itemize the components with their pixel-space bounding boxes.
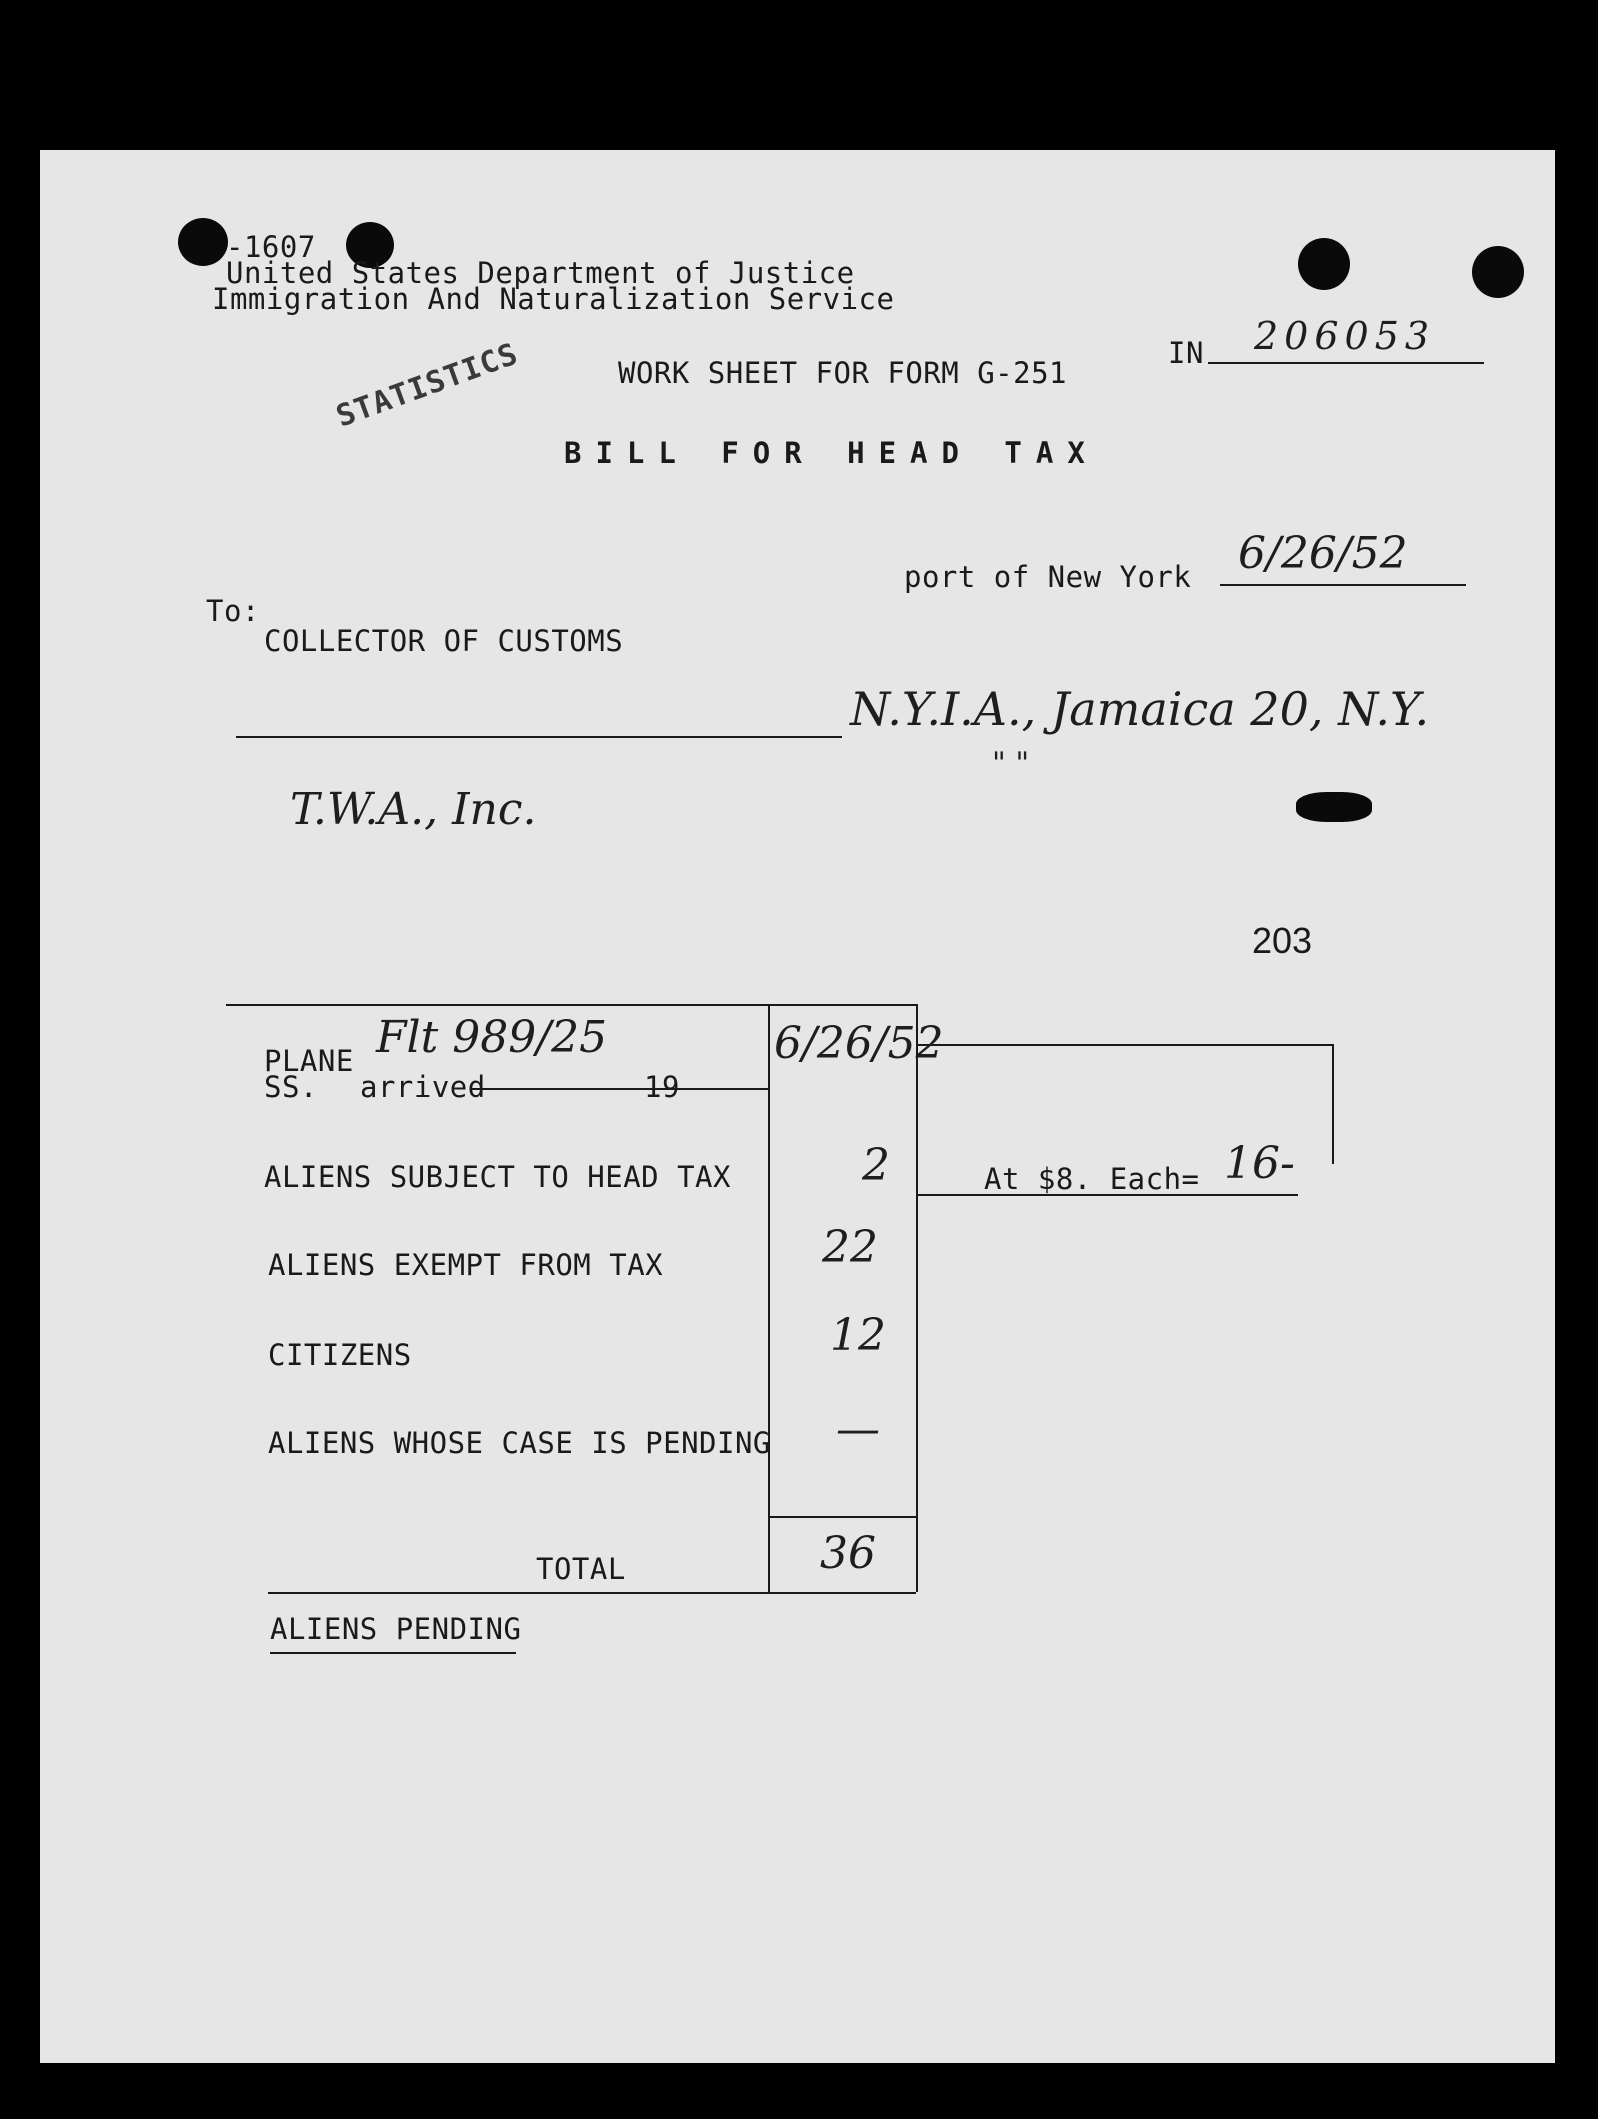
- code-number: 203: [1252, 920, 1313, 961]
- port-date-underline: [1220, 584, 1466, 586]
- row-label-citizens: CITIZENS: [268, 1338, 412, 1372]
- total-label: TOTAL: [536, 1552, 626, 1586]
- port-date: 6/26/52: [1238, 528, 1408, 579]
- ink-blot: [1296, 792, 1372, 822]
- row-value-exempt: 22: [822, 1222, 878, 1273]
- bill-title: BILL FOR HEAD TAX: [564, 436, 1099, 470]
- ss-label: SS.: [264, 1070, 318, 1104]
- total-divider: [768, 1516, 916, 1518]
- rate-box-side: [1332, 1044, 1334, 1164]
- reference-number: 206053: [1254, 314, 1436, 358]
- row-value-pending: —: [836, 1404, 880, 1455]
- punch-hole: [178, 218, 228, 266]
- reference-underline: [1208, 362, 1484, 364]
- aliens-pending-label: ALIENS PENDING: [270, 1612, 522, 1646]
- statistics-stamp: STATISTICS: [331, 336, 523, 435]
- punch-hole: [1298, 238, 1350, 290]
- form-number: -1607: [226, 230, 316, 264]
- total-value: 36: [820, 1528, 876, 1579]
- row-label-exempt: ALIENS EXEMPT FROM TAX: [268, 1248, 664, 1282]
- punch-hole: [1472, 246, 1524, 298]
- carrier-name: T.W.A., Inc.: [290, 784, 537, 835]
- to-label: To:: [206, 594, 260, 628]
- row-label-subject-to-tax: ALIENS SUBJECT TO HEAD TAX: [264, 1160, 731, 1194]
- year-prefix: 19: [644, 1070, 680, 1104]
- table-column-right: [916, 1004, 918, 1592]
- worksheet-title: WORK SHEET FOR FORM G-251: [618, 356, 1067, 390]
- row-value-citizens: 12: [830, 1310, 886, 1361]
- rate-box-top: [916, 1044, 1334, 1046]
- plane-label: PLANE: [264, 1044, 354, 1078]
- ditto-marks: " ": [992, 746, 1030, 781]
- recipient-underline: [236, 736, 842, 738]
- arrival-date: 6/26/52: [774, 1018, 944, 1069]
- service-name: Immigration And Naturalization Service: [212, 282, 895, 316]
- department-name: United States Department of Justice: [226, 256, 855, 290]
- table-top-line: [226, 1004, 916, 1006]
- document-sheet: [40, 150, 1555, 2063]
- table-column-left: [768, 1004, 770, 1592]
- ss-underline: [470, 1088, 768, 1090]
- aliens-pending-underline: [270, 1652, 516, 1654]
- rate-label: At $8. Each=: [984, 1162, 1200, 1196]
- reference-prefix: IN: [1168, 336, 1204, 370]
- arrived-label: arrived: [360, 1070, 486, 1104]
- port-label: port of New York: [904, 560, 1192, 594]
- row-value-subject-to-tax: 2: [862, 1140, 890, 1191]
- table-bottom-line: [268, 1592, 916, 1594]
- rate-value: 16-: [1224, 1138, 1295, 1189]
- row-label-pending: ALIENS WHOSE CASE IS PENDING: [268, 1426, 771, 1460]
- airport-note: N.Y.I.A., Jamaica 20, N.Y.: [850, 682, 1430, 736]
- plane-value: Flt 989/25: [376, 1012, 608, 1063]
- recipient-name: COLLECTOR OF CUSTOMS: [264, 624, 624, 658]
